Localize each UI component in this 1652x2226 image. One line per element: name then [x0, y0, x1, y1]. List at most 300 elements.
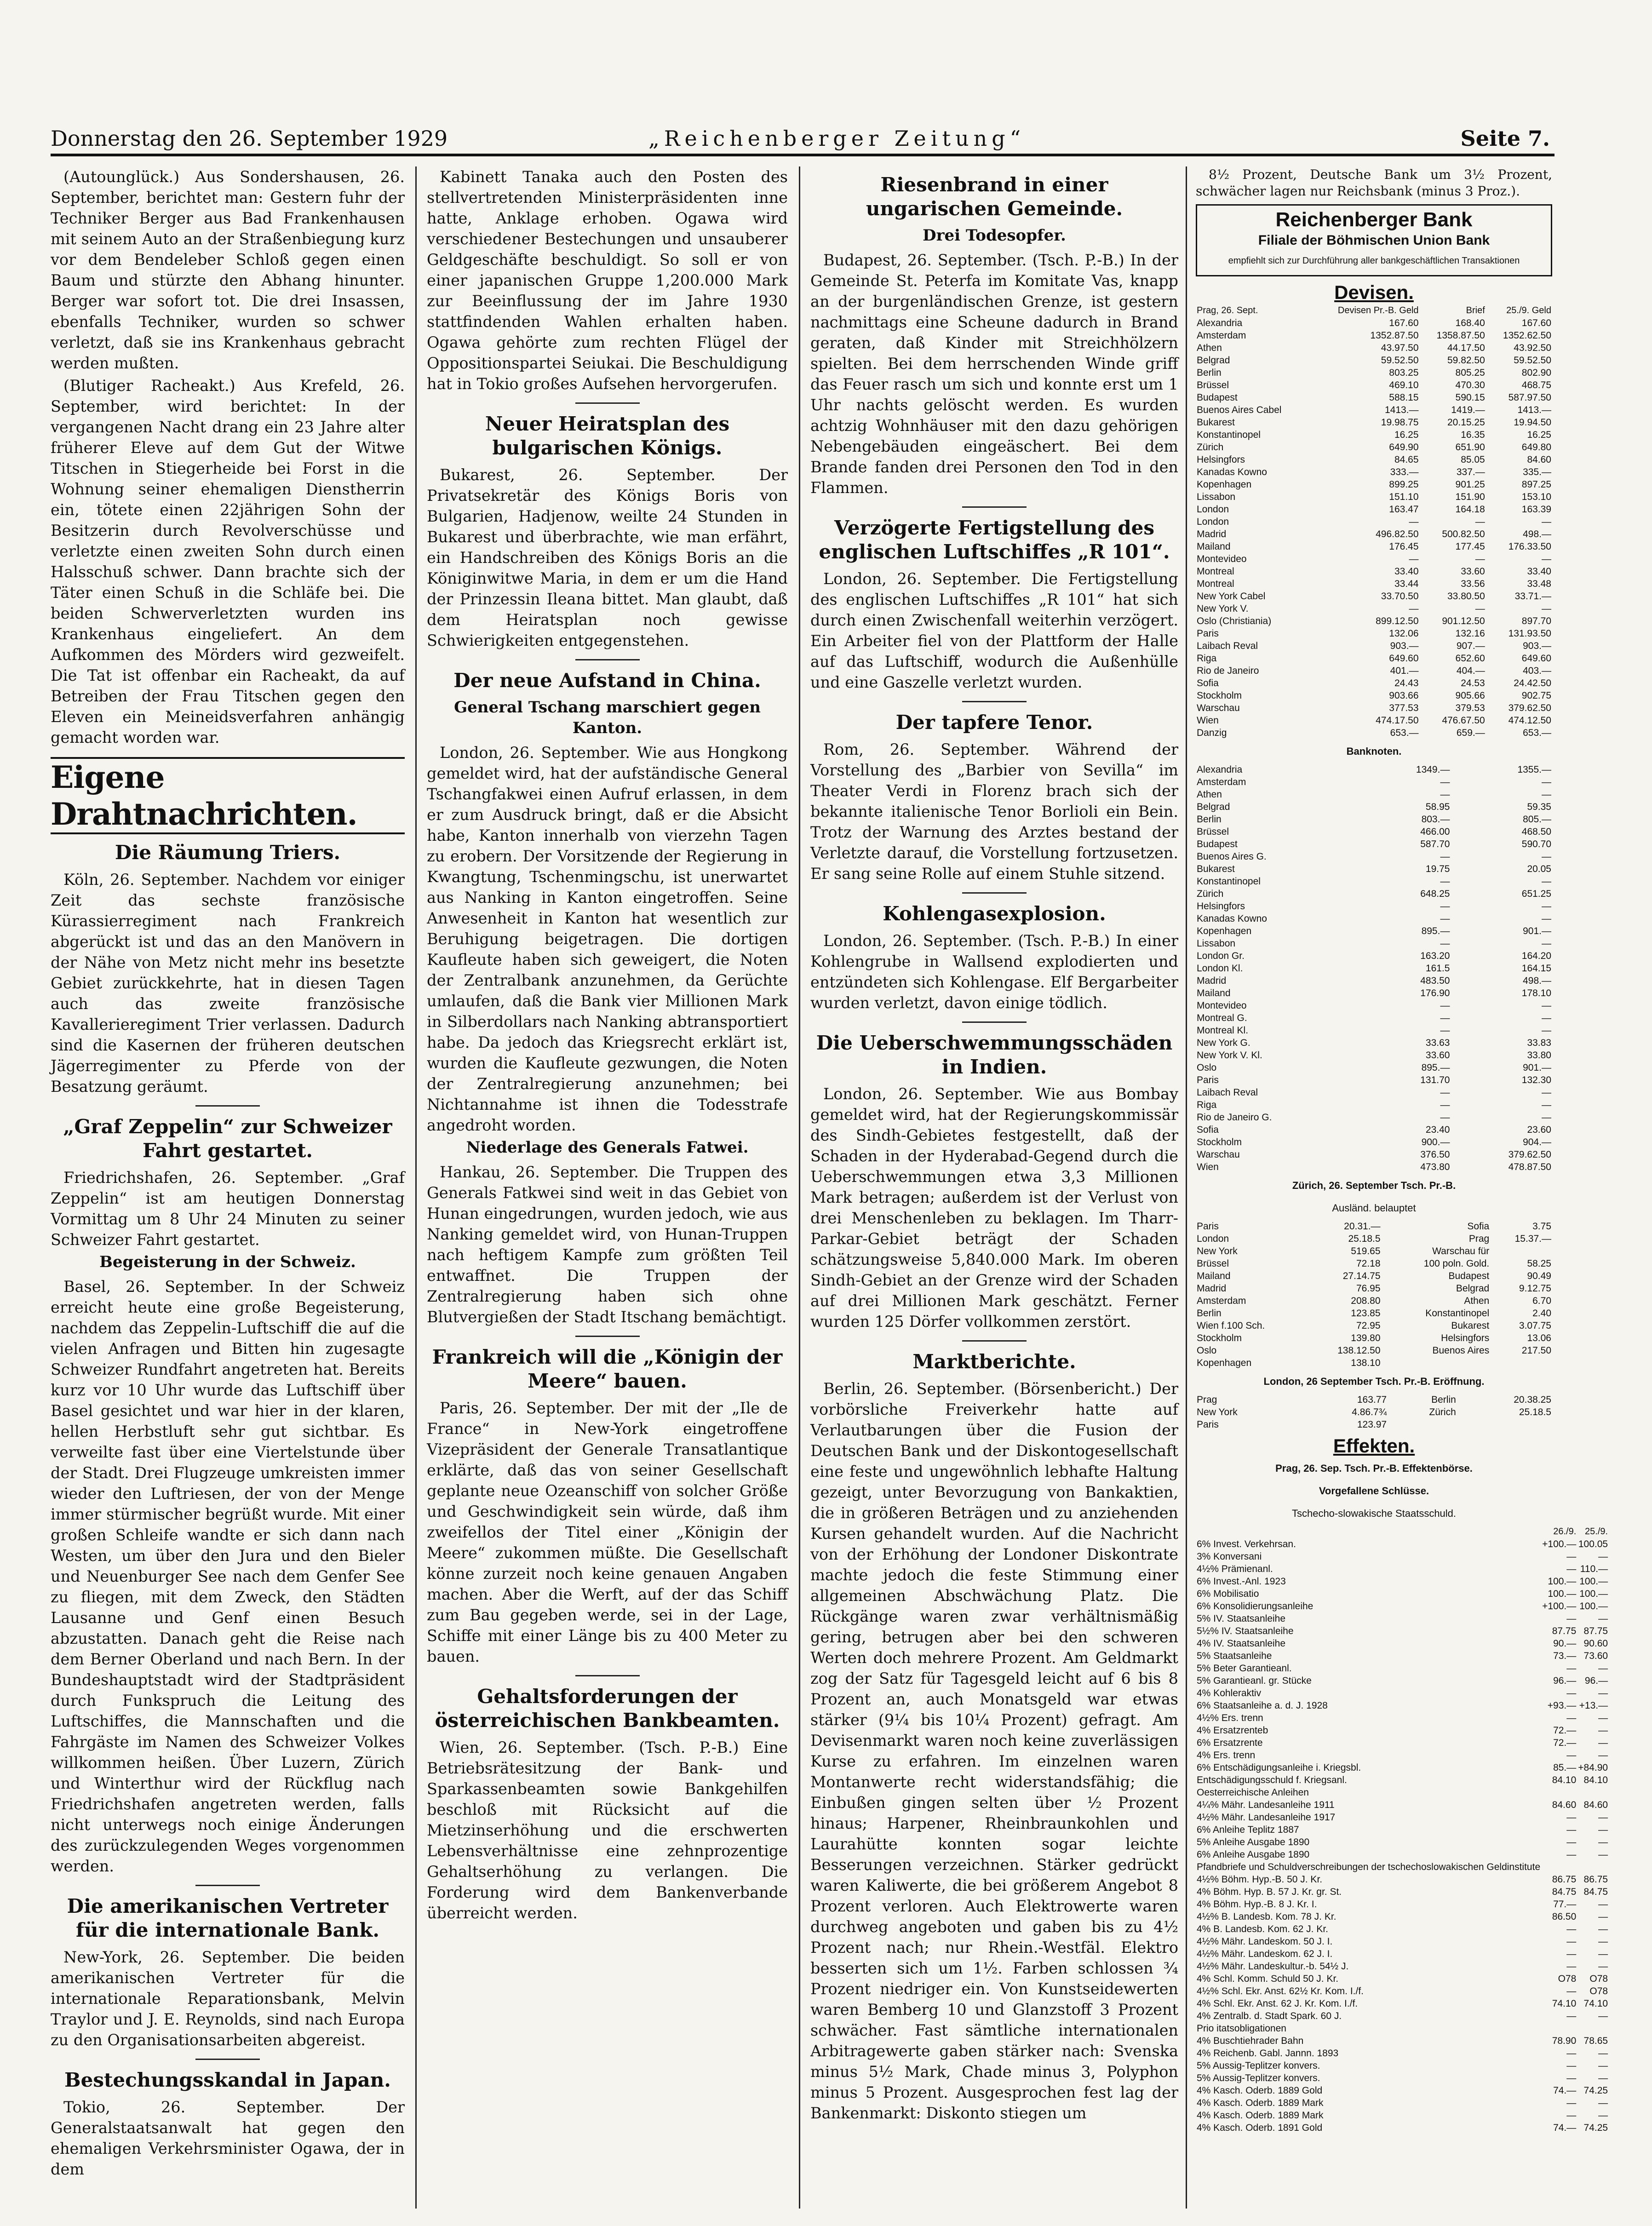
table-cell: Budapest	[1197, 839, 1238, 849]
table-cell: 907.—	[1456, 641, 1485, 651]
table-cell: Helsingfors	[1197, 454, 1245, 465]
table-cell	[1490, 1357, 1552, 1369]
table-cell: 474.12.50	[1508, 715, 1551, 726]
table-cell: Konstantinopel	[1425, 1308, 1490, 1319]
article-headline: Der neue Aufstand in China.	[453, 669, 761, 692]
table-cell: Paris	[1197, 1075, 1219, 1085]
table-cell: Prag	[1197, 1394, 1217, 1405]
table-cell: New York G.	[1197, 1038, 1250, 1048]
table-cell: 25.18.5	[1519, 1407, 1551, 1417]
table-header: 26./9.	[1553, 1526, 1577, 1537]
table-cell: 4% Reichenb. Gabl. Jannn. 1893	[1197, 2048, 1339, 2059]
article-paragraph: Basel, 26. September. In der Schweiz erreicht heute eine große Begeisterung, nachdem das Zeppelin-Luftschiff die auf die vielen Anfragen und Bitten hin zugesagte Schweizer Rundfahrt angetreten hat. Bereits kurz vor 10 Uhr wurde das Luftschiff über Basel gesichtet und war hier in der klaren, hellen Herbstluft sehr gut sichtbar. Es verweilte fast über eine Viertelstunde über der Stadt. Drei Flugzeuge umkreisten immer wieder den Luftriesen, der von der Menge immer stürmischer begrüßt wurde. Mit einer großen Schleife wandte er sich dann nach Westen, um über den Jura und den Bieler und Neuenburger See nach dem Genfer See zu fliegen, mit dem Zweck, den Städten Lausanne und Genf einen Besuch abzustatten. Danach geht die Reise nach dem Berner Oberland und nach Bern. In der Bundeshauptstadt wird der Stadtpräsident durch Funkspruch die Leitung des Luftschiffes, die Mannschaften und die Fahrgäste im Namen des Schweizer Volkes willkommen heißen. Über Luzern, Zürich und Winterthur wird der Rückflug nach Friedrichshafen angetreten werden, falls nicht unterwegs noch einige Änderungen des zurückzulegenden Weges vorgenommen werden.	[51, 1278, 405, 1875]
table-cell: 167.60	[1521, 318, 1551, 328]
article-paragraph: Köln, 26. September. Nachdem vor einiger Zeit das sechste französische Kürassierregiment nach Frankreich abgerückt ist und das an den Manövern in der Nähe von Metz nicht mehr ins besetzte Gebiet zurückkehrte, hat in diesen Tagen auch das zweite französische Kavallerieregiment Trier verlassen. Dadurch sind die Kasernen der früheren deutschen Jägerregimenter zu Pferde von der Besatzung geräumt.	[51, 871, 405, 1096]
table-cell: 33.63	[1425, 1038, 1450, 1048]
table-cell: 84.10	[1552, 1775, 1577, 1785]
table-row	[1196, 689, 1552, 702]
table-row	[1196, 801, 1552, 813]
table-row	[1196, 640, 1552, 652]
table-cell: 5% Garantieanl. gr. Stücke	[1197, 1675, 1312, 1686]
table-cell: —	[1542, 516, 1551, 527]
table-cell: Brüssel	[1197, 1258, 1229, 1269]
table-cell: Laibach Reval	[1197, 1087, 1258, 1098]
article-paragraph: Hankau, 26. September. Die Truppen des Generals Fatkwei sind weit in das Gebiet von Hunan eingedrungen, wurden jedoch, wie aus Nanking gemeldet wird, von Hunan-Truppen nach heftigem Kampfe zum größten Teil entwaffnet. Die Truppen der Zentralregierung haben sich ohne Blutvergießen der Stadt Itschang bemächtigt.	[427, 1163, 788, 1326]
table-row	[1196, 2072, 1609, 2084]
divider	[962, 506, 1027, 508]
article-paragraph: Wien, 26. September. (Tsch. P.-B.) Eine Betriebsrätesitzung der Bank- und Sparkassenbeamten sowie Bankgehilfen beschloß mit Rücksicht auf die Mietzinserhöhung und die erschwerten Lebensverhältnisse eine zehnprozentige Gehaltserhöhung zu verlangen. Die Forderung wird dem Bankenverbande überreicht werden.	[427, 1738, 788, 1922]
devisen-header-row	[1196, 304, 1552, 317]
table-cell: 19.94.50	[1514, 417, 1551, 428]
table-cell: 895.—	[1421, 926, 1450, 936]
table-cell: 16.25	[1394, 430, 1419, 440]
table-cell: —	[1440, 913, 1450, 924]
table-cell: 217.50	[1521, 1345, 1551, 1356]
table-cell: 15.37.—	[1514, 1233, 1551, 1244]
table-row	[1196, 1799, 1609, 1811]
table-row	[1196, 950, 1552, 962]
table-cell	[1382, 1357, 1491, 1369]
zurich-table	[1196, 1220, 1552, 1369]
table-row	[1196, 1625, 1609, 1637]
table-cell: Budapest	[1197, 392, 1238, 403]
table-cell: —	[1542, 1013, 1551, 1023]
table-cell	[1577, 2022, 1609, 2035]
table-row	[1196, 404, 1552, 416]
table-cell: New York V.	[1197, 603, 1249, 614]
table-cell: 44.17.50	[1447, 343, 1485, 353]
table-cell: New York	[1197, 1407, 1238, 1417]
table-cell: —	[1475, 516, 1485, 527]
table-cell: 153.10	[1521, 492, 1551, 502]
table-cell: 163.39	[1521, 504, 1551, 515]
section-heading: Eigene Drahtnachrichten.	[51, 757, 405, 834]
table-cell: Montreal	[1197, 579, 1234, 589]
table-cell: Warschau	[1197, 703, 1240, 713]
table-cell: 87.75	[1583, 1626, 1608, 1636]
table-cell: 6% Anleihe Ausgabe 1890	[1197, 1849, 1310, 1860]
table-cell: —	[1542, 938, 1551, 949]
table-cell: 659.—	[1456, 728, 1485, 738]
table-row	[1196, 540, 1552, 553]
table-cell: Rio de Janeiro	[1197, 666, 1259, 676]
table-cell: 96.—	[1553, 1675, 1577, 1686]
table-cell: —	[1542, 913, 1551, 924]
table-cell: 802.90	[1521, 367, 1551, 378]
table-cell: 805.—	[1523, 814, 1551, 825]
table-cell: 84.75	[1552, 1887, 1577, 1897]
table-cell: Montreal Kl.	[1197, 1025, 1249, 1036]
table-cell: 649.60	[1389, 653, 1419, 664]
table-row	[1196, 1037, 1552, 1049]
table-cell: 498.—	[1523, 529, 1551, 539]
table-row	[1196, 615, 1552, 627]
table-cell: 9.12.75	[1519, 1283, 1551, 1294]
table-row	[1196, 1774, 1609, 1786]
column-3	[810, 166, 1178, 2209]
table-cell: —	[1542, 851, 1551, 862]
table-cell: Sofia	[1467, 1221, 1490, 1232]
table-cell: Warschau	[1197, 1149, 1240, 1160]
table-row	[1196, 863, 1552, 875]
table-cell: —	[1566, 1949, 1577, 1959]
table-cell: 404.—	[1456, 666, 1485, 676]
table-row	[1196, 1270, 1552, 1282]
table-cell: 587.70	[1420, 839, 1450, 849]
table-cell: 1349.—	[1416, 764, 1450, 775]
table-header: 25./9.	[1585, 1526, 1608, 1537]
table-row	[1196, 441, 1552, 453]
table-cell: Zürich	[1197, 442, 1224, 453]
table-cell: —	[1598, 1949, 1608, 1959]
article-paragraph: (Autounglück.) Aus Sondershausen, 26. September, berichtet man: Gestern fuhr der Techniker Berger aus Bad Frankenhausen mit seinem Auto an der Straßenbiegung kurz vor dem Bendeleber Schloß gegen einen Baum und stürzte den Abhang hinunter. Berger war sofort tot. Die drei Insassen, ebenfalls Techniker, wurden so schwer verletzt, daß sie ins Krankenhaus gebracht werden mußten.	[51, 168, 405, 372]
table-cell: —	[1598, 2110, 1608, 2121]
table-row	[1196, 1332, 1552, 1344]
table-cell: —	[1440, 1000, 1450, 1011]
table-cell: —	[1598, 2073, 1608, 2083]
table-cell: —	[1440, 938, 1450, 949]
bank-name: Reichenberger Bank	[1275, 208, 1473, 231]
table-cell: +93.—	[1547, 1700, 1577, 1711]
table-cell: —	[1566, 1924, 1577, 1934]
table-cell: 653.—	[1390, 728, 1419, 738]
divider	[575, 659, 640, 660]
table-cell: 1413.—	[1384, 405, 1419, 415]
table-cell: 25.18.5	[1348, 1233, 1381, 1244]
table-cell: 653.—	[1523, 728, 1551, 738]
table-cell: 1419.—	[1451, 405, 1485, 415]
table-cell: 164.18	[1455, 504, 1485, 515]
table-cell: 649.80	[1521, 442, 1551, 453]
table-cell: 1352.62.50	[1503, 330, 1551, 341]
table-cell: —	[1542, 789, 1551, 800]
table-cell: 110.—	[1580, 1564, 1608, 1574]
table-row	[1196, 2097, 1609, 2109]
table-cell: 58.25	[1527, 1258, 1551, 1269]
article-headline: Frankreich will die „Königin der Meere“ bauen.	[432, 1346, 783, 1392]
divider	[962, 892, 1027, 894]
table-cell: —	[1598, 2011, 1608, 2021]
table-cell: O78	[1589, 1986, 1608, 1997]
table-row	[1196, 1662, 1609, 1675]
table-cell: 139.80	[1351, 1333, 1381, 1343]
table-cell: 805.25	[1455, 367, 1485, 378]
table-cell: 151.90	[1455, 492, 1485, 502]
table-row	[1196, 2084, 1609, 2097]
table-cell: 468.75	[1521, 380, 1551, 390]
table-cell: 379.62.50	[1508, 703, 1551, 713]
table-cell: 176.33.50	[1508, 541, 1551, 552]
table-cell: 590.70	[1521, 839, 1551, 849]
table-row	[1196, 1687, 1609, 1699]
table-cell: Buenos Aires	[1432, 1345, 1490, 1356]
table-cell: —	[1598, 1961, 1608, 1972]
table-row	[1196, 1257, 1552, 1270]
london-rows	[1196, 1394, 1552, 1431]
table-row	[1196, 665, 1552, 677]
table-cell: 19.75	[1425, 864, 1450, 874]
table-cell: —	[1542, 901, 1551, 912]
table-cell: —	[1566, 1849, 1577, 1860]
table-row	[1196, 1612, 1609, 1625]
table-row	[1196, 2122, 1609, 2134]
table-row	[1196, 838, 1552, 850]
table-cell: 24.43	[1394, 678, 1419, 688]
table-cell: Belgrad	[1197, 355, 1230, 366]
table-cell: 4% Zentralb. d. Stadt Spark. 60 J.	[1197, 2011, 1342, 2021]
table-cell: 96.—	[1584, 1675, 1608, 1686]
table-cell: Riga	[1197, 653, 1217, 664]
table-row	[1196, 1637, 1609, 1650]
table-cell: 587.97.50	[1508, 392, 1551, 403]
table-cell: —	[1440, 789, 1450, 800]
table-row	[1196, 1675, 1609, 1687]
table-cell: Zürich	[1197, 889, 1224, 899]
table-row	[1196, 1886, 1609, 1898]
table-row	[1196, 900, 1552, 912]
table-row	[1196, 776, 1552, 788]
table-cell: O78	[1589, 1974, 1608, 1984]
table-cell: 131.70	[1420, 1075, 1450, 1085]
table-row	[1196, 478, 1552, 491]
table-row	[1196, 602, 1552, 615]
table-cell: —	[1440, 851, 1450, 862]
table-cell: 208.80	[1351, 1296, 1381, 1306]
table-cell: Pfandbriefe und Schuldverschreibungen der tschechoslowakischen Geldinstitute	[1197, 1862, 1541, 1872]
table-cell: 498.—	[1523, 975, 1551, 986]
table-cell: Berlin	[1197, 1308, 1222, 1319]
table-cell: 901.25	[1455, 479, 1485, 490]
table-row	[1196, 912, 1552, 925]
table-cell: Mailand	[1197, 1271, 1231, 1281]
table-cell: 470.30	[1455, 380, 1485, 390]
table-cell: London Gr.	[1197, 951, 1245, 961]
table-row	[1196, 702, 1552, 714]
table-row	[1196, 1935, 1609, 1948]
table-cell: —	[1440, 876, 1450, 887]
table-row	[1196, 1824, 1609, 1836]
table-header	[1196, 1526, 1541, 1538]
table-cell: 73.60	[1583, 1651, 1608, 1661]
table-cell: 84.60	[1552, 1800, 1577, 1810]
table-cell: +84.90	[1578, 1762, 1608, 1773]
table-cell: Madrid	[1197, 975, 1227, 986]
table-cell: 473.80	[1420, 1162, 1450, 1172]
bank-advertisement	[1196, 204, 1552, 276]
table-cell: 164.15	[1521, 963, 1551, 974]
article-paragraph: Tokio, 26. September. Der Generalstaatsanwalt hat gegen den ehemaligen Verkehrsminister Ogawa, der in dem	[51, 2098, 405, 2178]
article-paragraph: London, 26. September. (Tsch. P.-B.) In einer Kohlengrube in Wallsend explodierten und entzündeten sich Kohlengase. Elf Bergarbeiter wurden verletzt, davon einige tödlich.	[810, 932, 1178, 1012]
table-row	[1196, 1650, 1609, 1662]
table-cell: 4½% Mähr. Landesanleihe 1917	[1197, 1812, 1336, 1823]
table-cell: 33.70.50	[1381, 591, 1419, 602]
table-cell: 5% Anleihe Ausgabe 1890	[1197, 1837, 1310, 1847]
table-cell: Paris	[1197, 1419, 1219, 1430]
table-cell: 161.5	[1425, 963, 1450, 974]
table-cell: 72.18	[1356, 1258, 1381, 1269]
table-cell: 100.05	[1578, 1539, 1608, 1549]
table-cell: 33.60	[1425, 1050, 1450, 1061]
table-cell: —	[1598, 1849, 1608, 1860]
divider	[962, 1340, 1027, 1342]
table-cell: Madrid	[1197, 1283, 1227, 1294]
table-row	[1196, 1973, 1609, 1985]
table-row	[1196, 391, 1552, 404]
table-cell: Amsterdam	[1197, 330, 1246, 341]
table-cell: 178.10	[1521, 988, 1551, 998]
table-cell: —	[1566, 1551, 1577, 1562]
table-cell: 100 poln. Gold.	[1423, 1258, 1490, 1269]
table-row	[1196, 1148, 1552, 1161]
table-cell: 24.42.50	[1514, 678, 1551, 688]
table-cell: 500.82.50	[1442, 529, 1485, 539]
table-row	[1196, 1012, 1552, 1024]
table-row	[1196, 1024, 1552, 1037]
table-cell: —	[1598, 2098, 1608, 2108]
effekten-table	[1196, 1526, 1609, 2134]
table-row	[1196, 1923, 1609, 1935]
table-cell: Buenos Aires G.	[1197, 851, 1267, 862]
table-cell: O78	[1558, 1974, 1577, 1984]
table-row	[1196, 1749, 1609, 1761]
table-cell: Mailand	[1197, 541, 1231, 552]
table-cell: Konstantinopel	[1197, 430, 1261, 440]
table-cell: —	[1566, 1688, 1577, 1698]
table-row	[1196, 503, 1552, 516]
table-cell: —	[1409, 554, 1419, 564]
table-cell: 163.47	[1389, 504, 1419, 515]
table-cell: —	[1598, 1936, 1608, 1947]
table-cell: —	[1598, 2060, 1608, 2071]
table-row	[1196, 329, 1552, 342]
table-cell: Wien f.100 Sch.	[1197, 1320, 1265, 1331]
table-cell: Lissabon	[1197, 938, 1236, 949]
table-cell: +13.—	[1579, 1700, 1608, 1711]
table-cell: +100.—	[1542, 1601, 1577, 1612]
table-cell: —	[1409, 603, 1419, 614]
zurich-rows	[1196, 1220, 1552, 1369]
table-cell: 899.12.50	[1376, 616, 1419, 626]
table-cell: 43.97.50	[1381, 343, 1419, 353]
divider	[575, 402, 640, 404]
table-row	[1196, 788, 1552, 801]
table-cell: London Kl.	[1197, 963, 1243, 974]
table-cell: 74.10	[1583, 1998, 1608, 2009]
table-cell: Konstantinopel	[1197, 876, 1261, 887]
table-cell: —	[1598, 1713, 1608, 1723]
table-cell: 33.56	[1461, 579, 1485, 589]
table-cell: Zürich	[1429, 1407, 1456, 1417]
table-row	[1196, 962, 1552, 975]
bank-branch: Filiale der Böhmischen Union Bank	[1258, 233, 1490, 248]
table-cell: —	[1409, 516, 1419, 527]
table-cell: Lissabon	[1197, 492, 1236, 502]
table-cell: —	[1566, 1613, 1577, 1624]
table-row	[1196, 1124, 1552, 1136]
table-cell: —	[1598, 2048, 1608, 2059]
table-cell: Madrid	[1197, 529, 1227, 539]
table-cell: Amsterdam	[1197, 1296, 1246, 1306]
table-row	[1196, 1220, 1552, 1233]
table-row	[1196, 925, 1552, 937]
table-cell: 902.75	[1521, 690, 1551, 701]
table-cell: —	[1566, 1564, 1577, 1574]
table-row	[1196, 937, 1552, 950]
table-cell: 5% IV. Staatsanleihe	[1197, 1613, 1286, 1624]
table-cell: 474.17.50	[1376, 715, 1419, 726]
table-cell: Sofia	[1197, 678, 1219, 688]
table-cell: 33.40	[1394, 566, 1419, 577]
table-cell: 376.50	[1420, 1149, 1450, 1160]
article-paragraph: London, 26. September. Wie aus Hongkong gemeldet wird, hat der aufständische General Tschangfakwei einen Aufruf erlassen, in dem er zum Ausdruck bringt, daß er die Absicht habe, Kanton innerhalb von vierzehn Tagen zu erobern. Der Vorsitzende der Regierung in Kwangtung, Tschenmingschu, ist unerwartet aus Nanking in Kanton eingetroffen. Seine Anwesenheit in Kanton hat wesentlich zur Beruhigung beigetragen. Die dortigen Kaufleute haben sich geweigert, die Noten der Zentralbank anzunehmen, da Gerüchte umlaufen, daß die Bank vier Millionen Mark in Silberdollars nach Nanking abtransportiert habe. Da jedoch das Kriegsrecht erklärt ist, wurden die Kaufleute gezwungen, die Noten der Zentralregierung anzunehmen; bei Nichtannahme ist ihnen die Todesstrafe angedroht worden.	[427, 744, 788, 1134]
table-cell: New York V. Kl.	[1197, 1050, 1262, 1061]
table-cell: Berlin	[1197, 367, 1222, 378]
table-header: Brief	[1466, 305, 1485, 316]
table-cell: 90.60	[1583, 1638, 1608, 1649]
table-cell: 76.95	[1356, 1283, 1381, 1294]
table-cell: 13.06	[1527, 1333, 1551, 1343]
table-cell: 4½% Schl. Ekr. Anst. 62½ Kr. Kom. I./f.	[1197, 1986, 1364, 1997]
zurich-heading: Zürich, 26. September Tsch. Pr.-B.	[1292, 1180, 1456, 1191]
table-row	[1196, 826, 1552, 838]
table-row	[1196, 627, 1552, 640]
article-paragraph: Friedrichshafen, 26. September. „Graf Zeppelin“ ist am heutigen Donnerstag Vormittag um 8 Uhr 24 Minuten zu seiner Schweizer Fahrt gestartet.	[51, 1169, 405, 1249]
article-subheadline: General Tschang marschiert gegen Kanton.	[454, 698, 761, 737]
table-row	[1196, 553, 1552, 565]
table-cell: 16.25	[1527, 430, 1551, 440]
table-cell	[1541, 1861, 1577, 1873]
table-cell: 649.60	[1521, 653, 1551, 664]
article-headline: Riesenbrand in einer ungarischen Gemeinde.	[866, 173, 1123, 220]
table-cell: 4% Schl. Ekr. Anst. 62 J. Kr. Kom. I./f.	[1197, 1998, 1358, 2009]
table-cell: 100.—	[1579, 1589, 1608, 1599]
table-row	[1196, 1588, 1609, 1600]
table-row	[1196, 1848, 1609, 1861]
table-cell: 27.14.75	[1342, 1271, 1381, 1281]
table-cell: 4% Ers. trenn	[1197, 1750, 1256, 1761]
table-header: Prag, 26. Sept.	[1197, 305, 1258, 316]
table-cell: 588.15	[1389, 392, 1419, 403]
table-cell: 4% Böhm. Hyp.-B. 8 J. Kr. I.	[1197, 1899, 1317, 1910]
table-cell: Belgrad	[1197, 802, 1230, 812]
column-divider	[415, 166, 417, 2209]
table-row	[1196, 1161, 1552, 1173]
table-cell: 20.31.—	[1344, 1221, 1381, 1232]
column-4-market	[1196, 166, 1608, 2209]
table-cell: 483.50	[1420, 975, 1450, 986]
table-cell: —	[1440, 1100, 1450, 1110]
table-cell: 132.30	[1521, 1075, 1551, 1085]
table-row	[1196, 813, 1552, 826]
table-row	[1196, 1997, 1609, 2010]
table-cell: 59.52.50	[1381, 355, 1419, 366]
table-cell: New York	[1197, 1246, 1238, 1256]
table-cell: 519.65	[1351, 1246, 1381, 1256]
table-cell: 403.—	[1523, 666, 1551, 676]
article-headline: Gehaltsforderungen der österreichischen Bankbeamten.	[435, 1685, 780, 1732]
table-cell: 590.15	[1455, 392, 1485, 403]
table-cell: —	[1566, 2073, 1577, 2083]
article-paragraph: 8½ Prozent, Deutsche Bank um 3½ Prozent, schwächer lagen nur Reichsbank (minus 3 Proz.).	[1196, 167, 1552, 199]
table-cell: —	[1598, 1837, 1608, 1847]
table-cell	[1577, 1861, 1609, 1873]
table-cell: 33.80	[1527, 1050, 1551, 1061]
table-row	[1196, 578, 1552, 590]
banknoten-table	[1196, 763, 1552, 1173]
banknoten-heading: Banknoten.	[1346, 746, 1402, 757]
article-paragraph: (Blutiger Racheakt.) Aus Krefeld, 26. September, wird berichtet: In der vergangenen Nacht drang ein 23 Jahre alter früherer Eleve auf dem Gut der Witwe Titschen in Stiegerheide bei Forst in die Wohnung seiner ehemaligen Dienstherrin ein, tötete einen 22jährigen Sohn der Besitzerin durch Revolverschüsse und verletzte einen zweiten Sohn durch einen Halsschuß schwer. Dann brachte sich der Täter einen Schuß in die Schläfe bei. Die beiden Schwerverletzten wurden ins Krankenhaus eingeliefert. An dem Aufkommen des Mörders wird gezweifelt. Die Tat ist offenbar ein Racheakt, da auf Betreiben der Frau Titschen gegen den Eleven ein Meineidsverfahren anhängig gemacht worden war.	[51, 377, 405, 746]
table-cell: 4% Ersatzrenteb	[1197, 1725, 1268, 1736]
